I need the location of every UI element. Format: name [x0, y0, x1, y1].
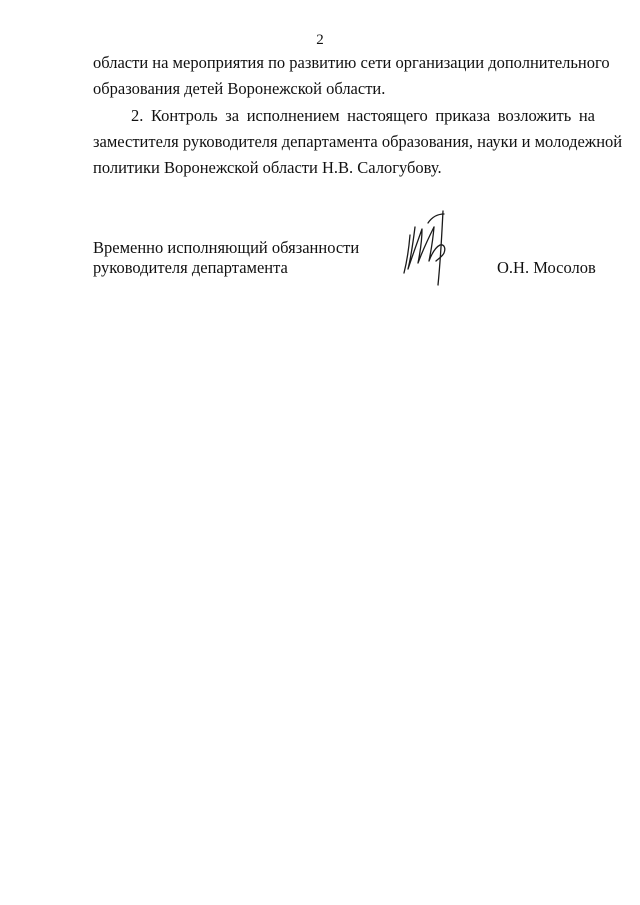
paragraph-2-line-3: политики Воронежской области Н.В. Салогубову.: [93, 158, 442, 177]
paragraph-1: [93, 50, 610, 102]
paragraph-2-line-1: 2. Контроль за исполнением настоящего приказа возложить на: [131, 106, 595, 125]
paragraph-2: [93, 103, 623, 181]
paragraph-1-line-1: области на мероприятия по развитию сети организации дополнительного: [93, 53, 610, 72]
signer-name: О.Н. Мосолов: [497, 258, 596, 277]
handwritten-signature-icon: [398, 205, 460, 287]
page-number: 2: [316, 32, 324, 48]
paragraph-1-line-2: образования детей Воронежской области.: [93, 79, 386, 98]
paragraph-2-line-2: заместителя руководителя департамента образования, науки и молодежной: [93, 132, 623, 151]
signatory-position-line-2: руководителя департамента: [93, 258, 288, 277]
signatory-position-line-1: Временно исполняющий обязанности: [93, 238, 360, 257]
signatory-position: [93, 238, 359, 278]
